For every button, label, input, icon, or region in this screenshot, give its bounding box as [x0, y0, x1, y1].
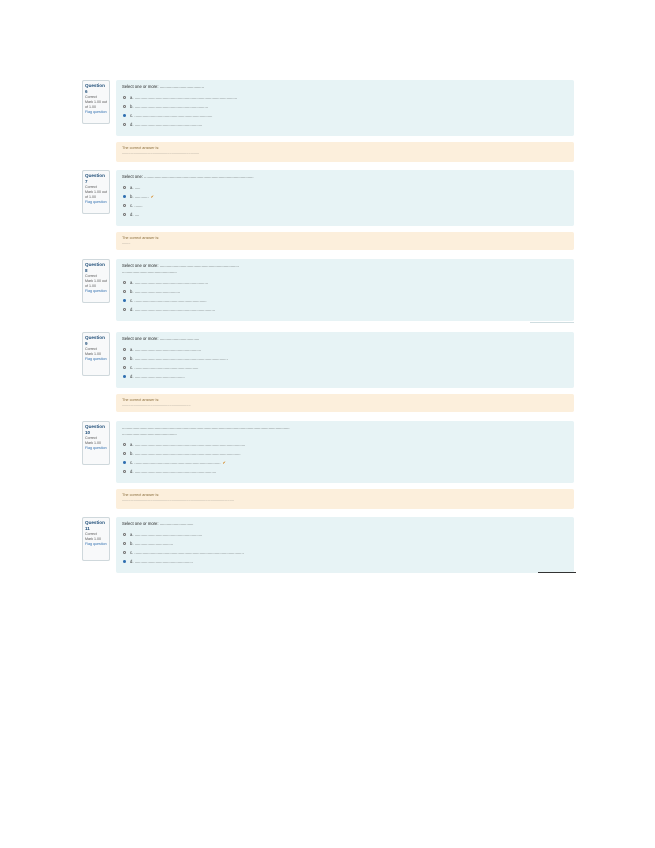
answer-option[interactable]: c. .......................................................................... ✔ — [122, 458, 568, 467]
question-text: Select one or more: ...................................... — [122, 84, 204, 89]
radio-button[interactable] — [123, 290, 126, 293]
answer-option[interactable]: a. ............................................................... — [122, 278, 568, 287]
answer-option[interactable]: b. ............................................................... — [122, 102, 568, 111]
answer-option[interactable]: c. .............................................................................................. — [122, 548, 568, 557]
question-content — [116, 80, 574, 136]
correct-mark-icon: ✔ — [150, 194, 155, 199]
radio-button[interactable] — [123, 299, 126, 302]
question-mark: Mark 1.00 out of 1.00 — [85, 279, 107, 288]
question-text: Select one or more: .................................. — [122, 336, 200, 341]
flag-question-link[interactable]: Flag question — [85, 357, 107, 361]
question-text: Select one or more: .................................................................... ............................................... — [122, 263, 239, 274]
radio-button[interactable] — [123, 105, 126, 108]
feedback-text: .......................................................................................................... — [122, 498, 234, 502]
question-mark: Mark 1.00 out of 1.00 — [85, 190, 107, 199]
question-info — [82, 421, 110, 465]
correct-mark-icon: ✔ — [222, 460, 227, 465]
separator — [530, 322, 574, 323]
feedback-box — [116, 142, 574, 162]
question-state: Correct — [85, 436, 97, 440]
radio-button[interactable] — [123, 348, 126, 351]
question-mark: Mark 1.00 out of 1.00 — [85, 100, 107, 109]
answer-option[interactable]: d. ..................................................................... — [122, 305, 568, 314]
flag-question-link[interactable]: Flag question — [85, 542, 107, 546]
radio-button[interactable] — [123, 213, 126, 216]
question-number: Question 7 — [85, 173, 105, 184]
answer-option[interactable]: a. ........................................................................................ — [122, 93, 568, 102]
radio-button[interactable] — [123, 533, 126, 536]
feedback-label: The correct answer is: — [122, 146, 160, 150]
radio-button[interactable] — [123, 452, 126, 455]
answer-option[interactable]: d. .... — [122, 210, 568, 219]
question-state: Correct — [85, 347, 97, 351]
question-state: Correct — [85, 95, 97, 99]
radio-button[interactable] — [123, 443, 126, 446]
question-number: Question 8 — [85, 262, 105, 273]
feedback-box — [116, 394, 574, 412]
question-number: Question 11 — [85, 520, 105, 531]
radio-button[interactable] — [123, 96, 126, 99]
feedback-box — [116, 489, 574, 509]
feedback-label: The correct answer is: — [122, 493, 160, 497]
question-content — [116, 259, 574, 321]
answer-option[interactable]: c. ....... — [122, 201, 568, 210]
feedback-label: The correct answer is: — [122, 236, 160, 240]
feedback-text: ........ — [122, 241, 131, 245]
question-text: Select one or more: ............................. — [122, 521, 194, 526]
question-mark: Mark 1.00 — [85, 441, 101, 445]
flag-question-link[interactable]: Flag question — [85, 110, 107, 114]
question-number: Question 10 — [85, 424, 105, 435]
answer-option[interactable]: a. .......................................................... — [122, 530, 568, 539]
answer-option[interactable]: a. ............................................................................................... — [122, 440, 568, 449]
question-content — [116, 332, 574, 388]
answer-option[interactable]: a. ..... — [122, 183, 568, 192]
radio-button[interactable] — [123, 114, 126, 117]
answer-option[interactable]: b. ................................. — [122, 539, 568, 548]
radio-button[interactable] — [123, 308, 126, 311]
question-content — [116, 421, 574, 483]
answer-option[interactable]: d. .................................................. — [122, 557, 568, 566]
answer-option[interactable]: b. ................................................................................ — [122, 354, 568, 363]
radio-button[interactable] — [123, 551, 126, 554]
question-content — [116, 170, 574, 226]
question-number: Question 6 — [85, 83, 105, 94]
radio-button[interactable] — [123, 375, 126, 378]
question-info — [82, 80, 110, 124]
question-info — [82, 517, 110, 561]
answer-option[interactable]: d. .......................................................... — [122, 120, 568, 129]
radio-button[interactable] — [123, 366, 126, 369]
radio-button[interactable] — [123, 357, 126, 360]
answer-option[interactable]: c. ....................................................... — [122, 363, 568, 372]
radio-button[interactable] — [123, 560, 126, 563]
answer-option[interactable]: c. .............................................................. — [122, 296, 568, 305]
answer-option[interactable]: a. ......................................................... — [122, 345, 568, 354]
radio-button[interactable] — [123, 461, 126, 464]
flag-question-link[interactable]: Flag question — [85, 200, 107, 204]
question-text: ................................................................................................................................................ ............................................... — [122, 425, 290, 436]
answer-option[interactable]: d. ...................................................................... — [122, 467, 568, 476]
answer-option[interactable]: b. ....................................... — [122, 287, 568, 296]
question-content — [116, 517, 574, 573]
question-mark: Mark 1.00 — [85, 537, 101, 541]
question-state: Correct — [85, 274, 97, 278]
radio-button[interactable] — [123, 123, 126, 126]
answer-option[interactable]: b. ............ ✔ — [122, 192, 568, 201]
feedback-label: The correct answer is: — [122, 398, 160, 402]
radio-button[interactable] — [123, 195, 126, 198]
question-state: Correct — [85, 185, 97, 189]
answer-option[interactable]: d. ........................................... — [122, 372, 568, 381]
page-separator — [538, 572, 576, 573]
feedback-text: ......................................................................... — [122, 151, 200, 155]
radio-button[interactable] — [123, 186, 126, 189]
answer-option[interactable]: c. ................................................................... — [122, 111, 568, 120]
feedback-text: ................................................................. — [122, 403, 191, 407]
question-mark: Mark 1.00 — [85, 352, 101, 356]
question-text: Select one: .............................................................................................. — [122, 174, 254, 179]
radio-button[interactable] — [123, 542, 126, 545]
feedback-box — [116, 232, 574, 250]
question-info — [82, 332, 110, 376]
radio-button[interactable] — [123, 281, 126, 284]
flag-question-link[interactable]: Flag question — [85, 289, 107, 293]
answer-option[interactable]: b. ........................................................................................... — [122, 449, 568, 458]
radio-button[interactable] — [123, 204, 126, 207]
flag-question-link[interactable]: Flag question — [85, 446, 107, 450]
radio-button[interactable] — [123, 470, 126, 473]
question-number: Question 9 — [85, 335, 105, 346]
question-info — [82, 170, 110, 214]
question-info — [82, 259, 110, 303]
question-state: Correct — [85, 532, 97, 536]
